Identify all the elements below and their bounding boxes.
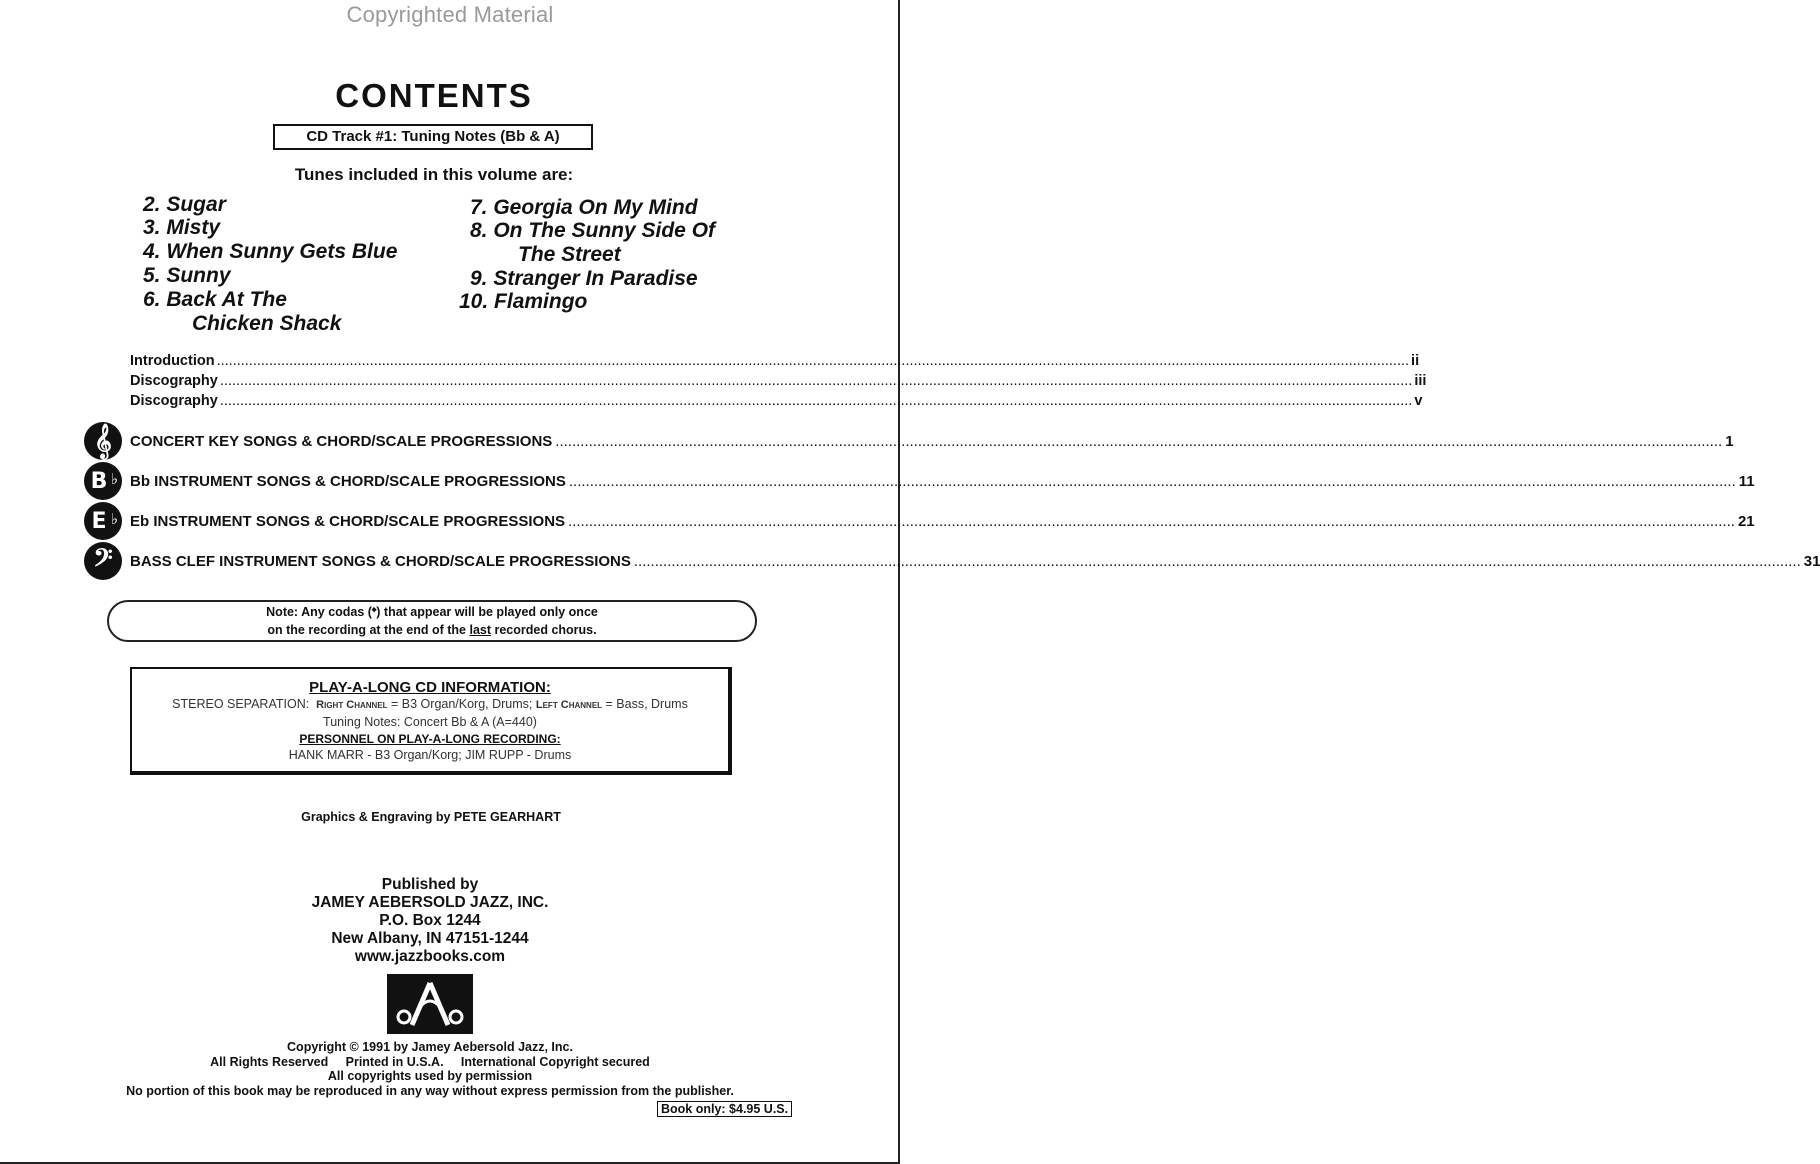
tune-item: 9. Stranger In Paradise [470, 267, 698, 290]
toc-row-discography[interactable] [130, 373, 1427, 389]
tune-item: 2. Sugar [143, 193, 226, 216]
toc-label: Introduction [130, 353, 215, 369]
dot-leader [569, 473, 1736, 490]
dot-leader [555, 433, 1722, 450]
coda-note-box [107, 600, 757, 642]
tune-item-continued: The Street [518, 243, 621, 266]
section-bb-instrument[interactable] [84, 463, 1755, 499]
logo-mark-icon [390, 977, 470, 1031]
toc-label: Discography [130, 373, 218, 389]
page-title: CONTENTS [335, 77, 533, 114]
copyright-line: All Rights Reserved Printed in U.S.A. International Copyright secured [210, 1054, 650, 1069]
toc-row-introduction[interactable] [130, 353, 1420, 369]
copyright-line: No portion of this book may be reproduced in any way without express permission from the publisher. [126, 1083, 734, 1098]
tune-item-continued: Chicken Shack [192, 312, 342, 335]
b-flat-icon: B ♭ [84, 462, 122, 500]
tune-item: 5. Sunny [143, 264, 231, 287]
note-line-1: Note: Any codas (𝄌) that appear will be played only once [266, 605, 598, 619]
section-label: CONCERT KEY SONGS & CHORD/SCALE PROGRESSIONS [130, 432, 553, 450]
dot-leader [568, 513, 1735, 530]
e-flat-icon: E ♭ [84, 502, 122, 540]
publisher-website[interactable]: www.jazzbooks.com [354, 948, 506, 965]
note-line-2: on the recording at the end of the last recorded chorus. [267, 623, 597, 637]
treble-clef-icon: 𝄞 [84, 422, 122, 460]
personnel-list: HANK MARR - B3 Organ/Korg; JIM RUPP - Drums [288, 748, 572, 762]
cd-info-box [130, 667, 732, 775]
tune-item: 7. Georgia On My Mind [470, 196, 698, 219]
dot-leader [220, 393, 1412, 409]
personnel-title: PERSONNEL ON PLAY-A-LONG RECORDING: [299, 732, 561, 746]
publisher-name: JAMEY AEBERSOLD JAZZ, INC. [311, 894, 549, 911]
cd-info-title: PLAY-A-LONG CD INFORMATION: [309, 679, 551, 696]
dot-leader [217, 353, 1409, 369]
toc-page: ii [1411, 353, 1420, 369]
toc-label: Discography [130, 393, 218, 409]
copyright-line: Copyright © 1991 by Jamey Aebersold Jazz, Inc. [287, 1040, 573, 1054]
toc-row-discography-2[interactable] [130, 393, 1423, 409]
bass-clef-icon: 𝄢 [84, 542, 122, 580]
aebersold-logo [387, 974, 473, 1034]
section-page: 11 [1738, 472, 1755, 490]
toc-page: iii [1414, 373, 1427, 389]
section-page: 31 [1803, 552, 1820, 570]
section-page: 21 [1737, 512, 1755, 530]
publisher-city: New Albany, IN 47151-1244 [331, 930, 529, 947]
dot-leader [220, 373, 1412, 389]
section-bass-clef[interactable] [84, 543, 1820, 579]
publisher-block [0, 876, 860, 966]
publisher-line: Published by [381, 876, 479, 893]
cd-track-box: CD Track #1: Tuning Notes (Bb & A) [273, 124, 593, 150]
copyright-block [0, 1040, 860, 1098]
section-label: Bb INSTRUMENT SONGS & CHORD/SCALE PROGRESSIONS [130, 472, 566, 490]
section-eb-instrument[interactable] [84, 503, 1755, 539]
price-tag: Book only: $4.95 U.S. [657, 1101, 792, 1117]
graphics-credit: Graphics & Engraving by PETE GEARHART [301, 810, 561, 824]
toc-page: v [1414, 393, 1423, 409]
section-concert-key[interactable] [84, 423, 1734, 459]
tune-item: 10. Flamingo [459, 290, 588, 313]
tune-item: 3. Misty [143, 216, 221, 239]
dot-leader [634, 553, 1801, 570]
tune-item: 6. Back At The [143, 288, 287, 311]
publisher-address: P.O. Box 1244 [379, 912, 481, 929]
page-edge-right [898, 0, 900, 1164]
section-label: Eb INSTRUMENT SONGS & CHORD/SCALE PROGRESSIONS [130, 512, 566, 530]
copyright-line: All copyrights used by permission [327, 1069, 533, 1083]
copyright-watermark: Copyrighted Material [346, 2, 554, 27]
tunes-intro: Tunes included in this volume are: [294, 165, 574, 184]
tune-item: 4. When Sunny Gets Blue [143, 240, 398, 263]
tuning-notes: Tuning Notes: Concert Bb & A (A=440) [323, 715, 537, 729]
section-label: BASS CLEF INSTRUMENT SONGS & CHORD/SCALE PROGRESSIONS [130, 552, 631, 570]
section-page: 1 [1725, 432, 1734, 450]
stereo-separation: STEREO SEPARATION: Right Channel = B3 Organ/Korg, Drums; Left Channel = Bass, Drums [172, 697, 688, 711]
tune-item: 8. On The Sunny Side Of [470, 219, 716, 242]
